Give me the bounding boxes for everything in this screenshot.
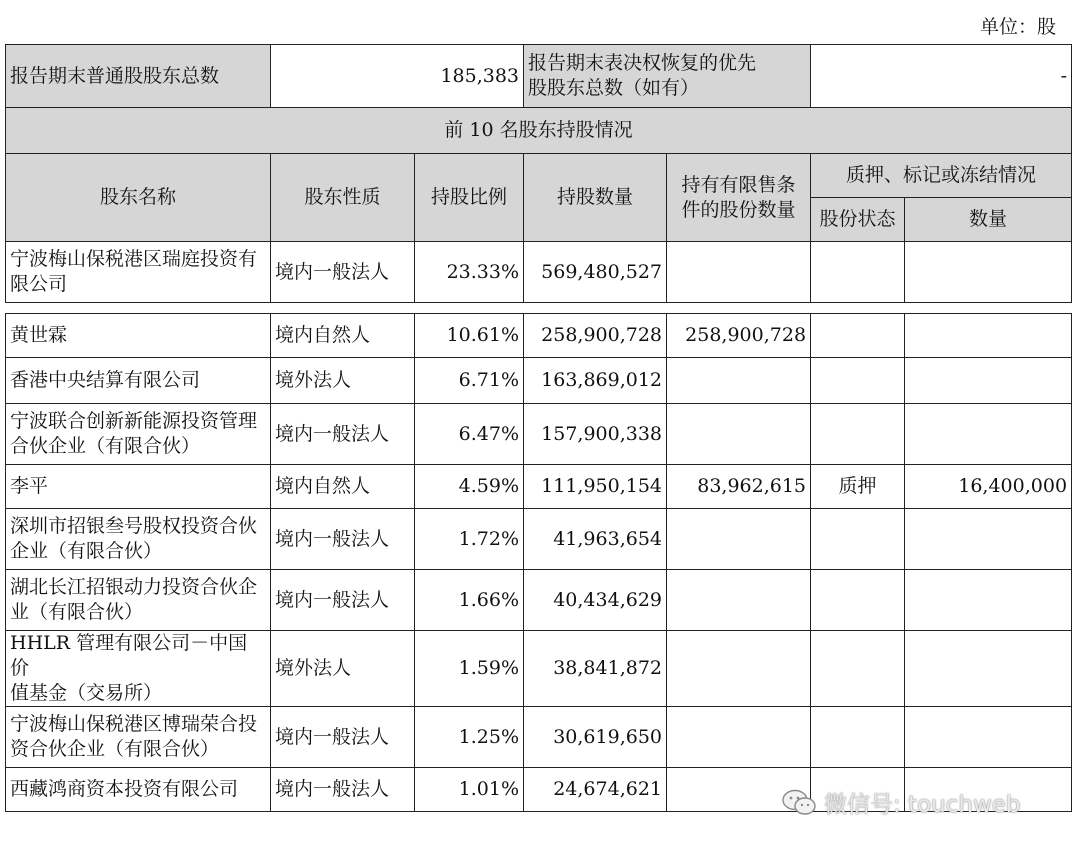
- shareholder-name: 湖北长江招银动力投资合伙企 业（有限合伙）: [6, 570, 271, 631]
- shareholder-nature: 境内自然人: [271, 314, 415, 358]
- pledge-quantity: [905, 404, 1072, 465]
- pledge-quantity: [905, 707, 1072, 768]
- shareholder-nature: 境外法人: [271, 358, 415, 404]
- pledge-status: [811, 509, 905, 570]
- restricted-quantity: [667, 707, 811, 768]
- holding-quantity: 111,950,154: [524, 465, 667, 509]
- header-pledge-status: 股份状态: [811, 198, 905, 242]
- holding-quantity: 258,900,728: [524, 314, 667, 358]
- pledge-quantity: [905, 570, 1072, 631]
- shareholder-name: 西藏鸿商资本投资有限公司: [6, 768, 271, 812]
- pledge-status: [811, 242, 905, 303]
- header-quantity: 持股数量: [524, 154, 667, 242]
- holding-quantity: 157,900,338: [524, 404, 667, 465]
- restricted-quantity: [667, 509, 811, 570]
- shareholder-name: HHLR 管理有限公司－中国价 值基金（交易所）: [6, 631, 271, 707]
- holding-ratio: 1.66%: [415, 570, 524, 631]
- table-row: [6, 707, 1072, 768]
- restricted-quantity: [667, 242, 811, 303]
- shareholder-name: 李平: [6, 465, 271, 509]
- shareholder-nature: 境内自然人: [271, 465, 415, 509]
- restricted-quantity: [667, 631, 811, 707]
- restricted-quantity: [667, 570, 811, 631]
- preferred-holders-label: 报告期末表决权恢复的优先 股股东总数（如有）: [524, 45, 811, 108]
- pledge-status: [811, 314, 905, 358]
- pledge-status: 质押: [811, 465, 905, 509]
- shareholder-nature: 境内一般法人: [271, 570, 415, 631]
- holding-ratio: 1.59%: [415, 631, 524, 707]
- header-nature: 股东性质: [271, 154, 415, 242]
- pledge-quantity: [905, 314, 1072, 358]
- holding-ratio: 4.59%: [415, 465, 524, 509]
- pledge-quantity: [905, 509, 1072, 570]
- shareholder-nature: 境内一般法人: [271, 242, 415, 303]
- pledge-status: [811, 570, 905, 631]
- table-row: [6, 314, 1072, 358]
- shareholder-nature: 境内一般法人: [271, 509, 415, 570]
- table-row: [6, 509, 1072, 570]
- header-name: 股东名称: [6, 154, 271, 242]
- holding-ratio: 10.61%: [415, 314, 524, 358]
- pledge-status: [811, 631, 905, 707]
- holding-ratio: 1.25%: [415, 707, 524, 768]
- holding-ratio: 1.01%: [415, 768, 524, 812]
- holding-quantity: 569,480,527: [524, 242, 667, 303]
- unit-label: 单位：股: [979, 16, 1056, 38]
- pledge-status: [811, 358, 905, 404]
- pledge-quantity: 16,400,000: [905, 465, 1072, 509]
- pledge-quantity: [905, 358, 1072, 404]
- table-row: [6, 570, 1072, 631]
- pledge-quantity: [905, 631, 1072, 707]
- common-holders-value: 185,383: [271, 45, 524, 108]
- restricted-quantity: 258,900,728: [667, 314, 811, 358]
- restricted-quantity: [667, 404, 811, 465]
- table-row: [6, 465, 1072, 509]
- table-row: [6, 242, 1072, 303]
- watermark-text: 微信号: touchweb: [824, 792, 1021, 818]
- pledge-quantity: [905, 242, 1072, 303]
- shareholder-name: 宁波梅山保税港区博瑞荣合投 资合伙企业（有限合伙）: [6, 707, 271, 768]
- restricted-quantity: [667, 358, 811, 404]
- shareholder-name: 深圳市招银叁号股权投资合伙 企业（有限合伙）: [6, 509, 271, 570]
- shareholder-name: 宁波梅山保税港区瑞庭投资有 限公司: [6, 242, 271, 303]
- table-row: [6, 404, 1072, 465]
- preferred-holders-value: -: [811, 45, 1072, 108]
- shareholder-nature: 境内一般法人: [271, 707, 415, 768]
- header-ratio: 持股比例: [415, 154, 524, 242]
- shareholder-name: 黄世霖: [6, 314, 271, 358]
- holding-quantity: 30,619,650: [524, 707, 667, 768]
- pledge-status: [811, 404, 905, 465]
- shareholder-nature: 境内一般法人: [271, 404, 415, 465]
- header-pledge-quantity: 数量: [905, 198, 1072, 242]
- restricted-quantity: 83,962,615: [667, 465, 811, 509]
- holding-quantity: 40,434,629: [524, 570, 667, 631]
- wechat-icon: [782, 789, 816, 817]
- row-gap: [6, 303, 1072, 314]
- section-title: 前 10 名股东持股情况: [6, 108, 1072, 154]
- holding-ratio: 6.47%: [415, 404, 524, 465]
- pledge-status: [811, 707, 905, 768]
- table-row: [6, 358, 1072, 404]
- holding-quantity: 163,869,012: [524, 358, 667, 404]
- table-row: [6, 631, 1072, 707]
- section-title-row: [6, 108, 1072, 154]
- holding-ratio: 23.33%: [415, 242, 524, 303]
- holding-quantity: 24,674,621: [524, 768, 667, 812]
- holding-ratio: 1.72%: [415, 509, 524, 570]
- shareholder-name: 香港中央结算有限公司: [6, 358, 271, 404]
- shareholder-table: [5, 44, 1072, 812]
- common-holders-label: 报告期末普通股股东总数: [6, 45, 271, 108]
- header-restricted: 持有有限售条 件的股份数量: [667, 154, 811, 242]
- holding-quantity: 41,963,654: [524, 509, 667, 570]
- shareholder-name: 宁波联合创新新能源投资管理 合伙企业（有限合伙）: [6, 404, 271, 465]
- summary-row: [6, 45, 1072, 108]
- holding-ratio: 6.71%: [415, 358, 524, 404]
- watermark: [782, 786, 1021, 819]
- header-row: [6, 154, 1072, 198]
- holding-quantity: 38,841,872: [524, 631, 667, 707]
- shareholder-nature: 境外法人: [271, 631, 415, 707]
- header-pledge-group: 质押、标记或冻结情况: [811, 154, 1072, 198]
- shareholder-nature: 境内一般法人: [271, 768, 415, 812]
